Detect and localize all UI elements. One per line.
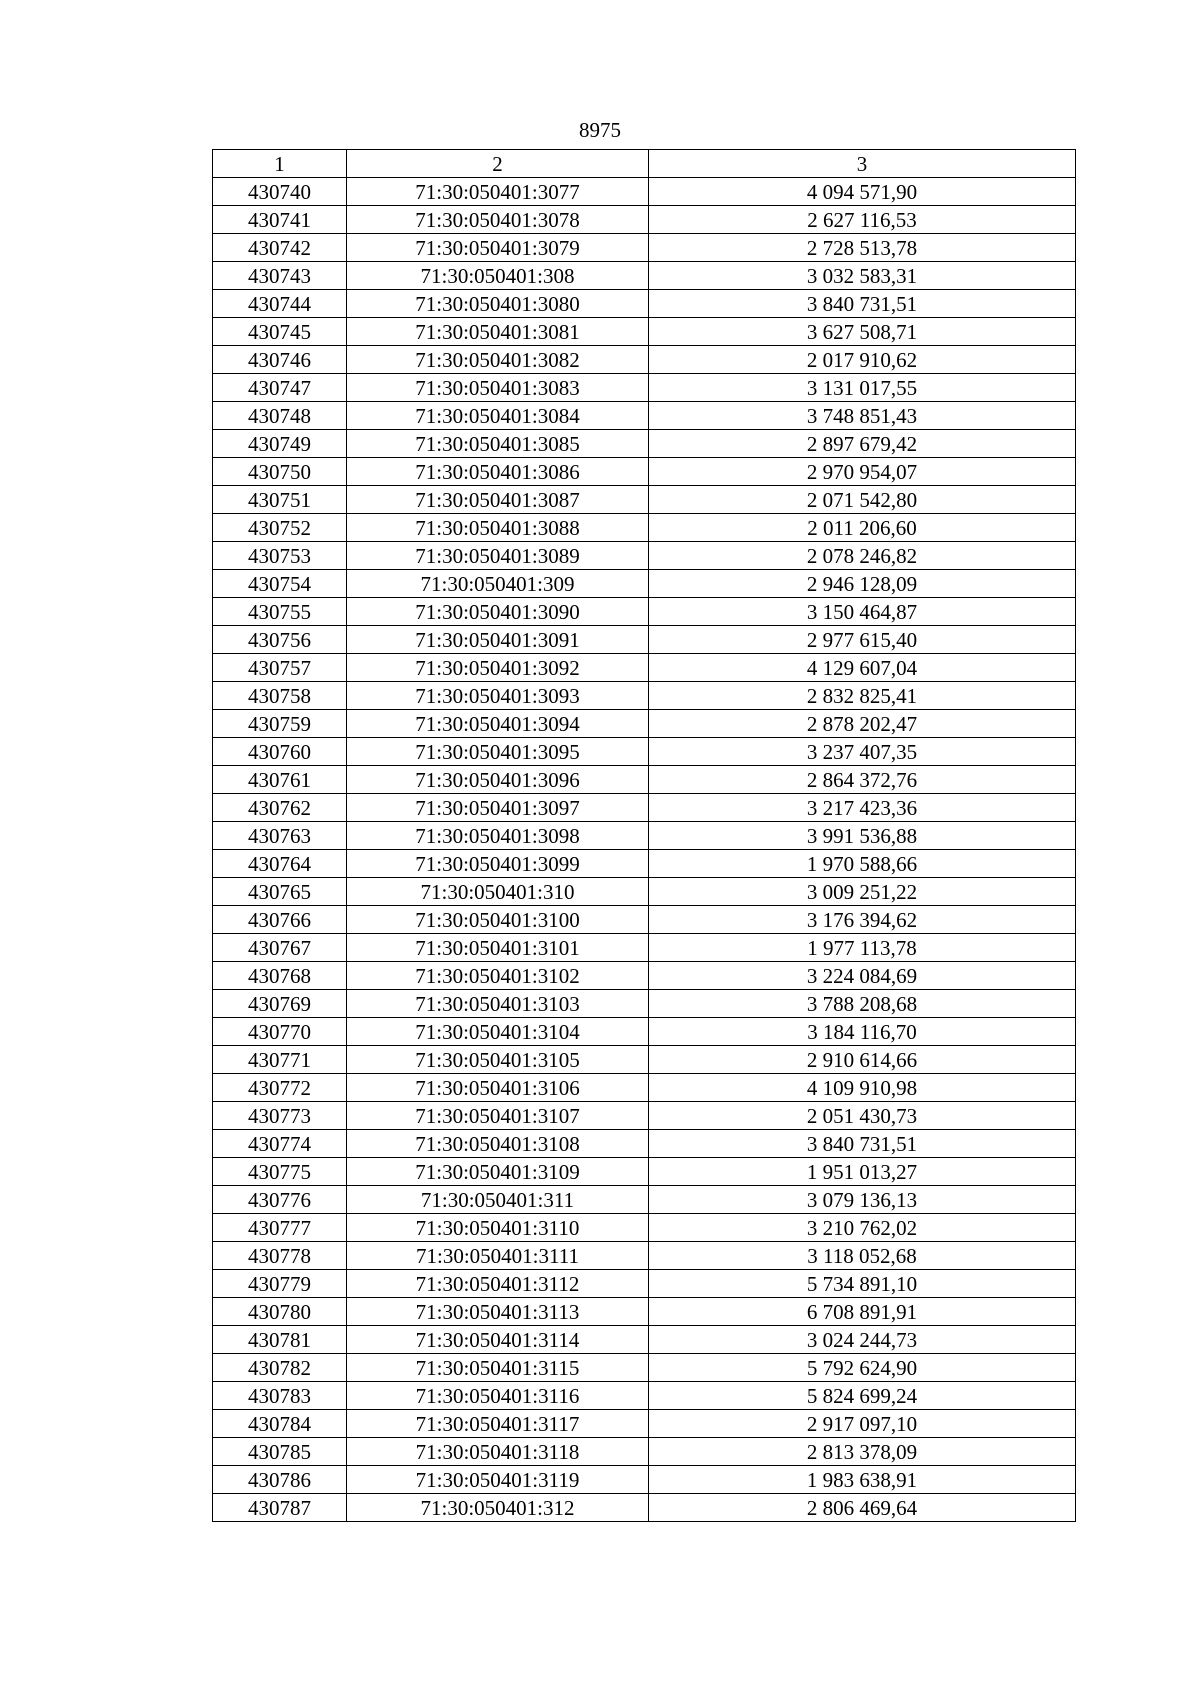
table-row bbox=[213, 1242, 1076, 1270]
table-row bbox=[213, 1326, 1076, 1354]
cadastral-value-cell: 2 806 469,64 bbox=[649, 1494, 1076, 1522]
table-row bbox=[213, 738, 1076, 766]
row-number-cell: 430784 bbox=[213, 1410, 347, 1438]
cadastral-value-cell: 2 017 910,62 bbox=[649, 346, 1076, 374]
cadastral-number-cell: 71:30:050401:3096 bbox=[347, 766, 649, 794]
table-row bbox=[213, 1382, 1076, 1410]
row-number-cell: 430758 bbox=[213, 682, 347, 710]
cadastral-value-cell: 3 024 244,73 bbox=[649, 1326, 1076, 1354]
row-number-cell: 430768 bbox=[213, 962, 347, 990]
cadastral-number-cell: 71:30:050401:3085 bbox=[347, 430, 649, 458]
row-number-cell: 430759 bbox=[213, 710, 347, 738]
cadastral-value-cell: 4 109 910,98 bbox=[649, 1074, 1076, 1102]
row-number-cell: 430764 bbox=[213, 850, 347, 878]
cadastral-value-cell: 5 734 891,10 bbox=[649, 1270, 1076, 1298]
cadastral-value-cell: 3 840 731,51 bbox=[649, 290, 1076, 318]
cadastral-number-cell: 71:30:050401:3113 bbox=[347, 1298, 649, 1326]
row-number-cell: 430777 bbox=[213, 1214, 347, 1242]
cadastral-number-cell: 71:30:050401:3108 bbox=[347, 1130, 649, 1158]
cadastral-number-cell: 71:30:050401:310 bbox=[347, 878, 649, 906]
cadastral-number-cell: 71:30:050401:312 bbox=[347, 1494, 649, 1522]
table-row bbox=[213, 206, 1076, 234]
table-row bbox=[213, 990, 1076, 1018]
row-number-cell: 430782 bbox=[213, 1354, 347, 1382]
cadastral-value-cell: 2 977 615,40 bbox=[649, 626, 1076, 654]
cadastral-number-cell: 71:30:050401:3104 bbox=[347, 1018, 649, 1046]
row-number-cell: 430757 bbox=[213, 654, 347, 682]
row-number-cell: 430753 bbox=[213, 542, 347, 570]
cadastral-number-cell: 71:30:050401:3091 bbox=[347, 626, 649, 654]
table-row bbox=[213, 1158, 1076, 1186]
cadastral-number-cell: 71:30:050401:3101 bbox=[347, 934, 649, 962]
cadastral-number-cell: 71:30:050401:3107 bbox=[347, 1102, 649, 1130]
table-row bbox=[213, 1102, 1076, 1130]
cadastral-number-cell: 71:30:050401:3119 bbox=[347, 1466, 649, 1494]
cadastral-value-cell: 5 792 624,90 bbox=[649, 1354, 1076, 1382]
row-number-cell: 430752 bbox=[213, 514, 347, 542]
table-row bbox=[213, 822, 1076, 850]
table-body bbox=[213, 150, 1076, 1522]
table-row bbox=[213, 794, 1076, 822]
cadastral-number-cell: 71:30:050401:3103 bbox=[347, 990, 649, 1018]
cadastral-value-cell: 2 917 097,10 bbox=[649, 1410, 1076, 1438]
cadastral-value-cell: 3 991 536,88 bbox=[649, 822, 1076, 850]
row-number-cell: 430747 bbox=[213, 374, 347, 402]
table-row bbox=[213, 542, 1076, 570]
cadastral-number-cell: 71:30:050401:3080 bbox=[347, 290, 649, 318]
row-number-cell: 430741 bbox=[213, 206, 347, 234]
cadastral-number-cell: 71:30:050401:3097 bbox=[347, 794, 649, 822]
row-number-cell: 430756 bbox=[213, 626, 347, 654]
row-number-cell: 430774 bbox=[213, 1130, 347, 1158]
column-header-2: 2 bbox=[347, 150, 649, 178]
cadastral-value-cell: 2 051 430,73 bbox=[649, 1102, 1076, 1130]
cadastral-number-cell: 71:30:050401:3095 bbox=[347, 738, 649, 766]
cadastral-value-cell: 3 224 084,69 bbox=[649, 962, 1076, 990]
cadastral-number-cell: 71:30:050401:311 bbox=[347, 1186, 649, 1214]
cadastral-value-cell: 3 118 052,68 bbox=[649, 1242, 1076, 1270]
cadastral-value-cell: 3 210 762,02 bbox=[649, 1214, 1076, 1242]
table-row bbox=[213, 682, 1076, 710]
table-row bbox=[213, 654, 1076, 682]
row-number-cell: 430754 bbox=[213, 570, 347, 598]
cadastral-number-cell: 71:30:050401:308 bbox=[347, 262, 649, 290]
cadastral-number-cell: 71:30:050401:3078 bbox=[347, 206, 649, 234]
cadastral-value-cell: 3 840 731,51 bbox=[649, 1130, 1076, 1158]
table-row bbox=[213, 570, 1076, 598]
table-row bbox=[213, 1186, 1076, 1214]
cadastral-number-cell: 71:30:050401:3102 bbox=[347, 962, 649, 990]
cadastral-number-cell: 71:30:050401:3092 bbox=[347, 654, 649, 682]
table-row bbox=[213, 234, 1076, 262]
cadastral-number-cell: 71:30:050401:3087 bbox=[347, 486, 649, 514]
table-row bbox=[213, 1298, 1076, 1326]
table-row bbox=[213, 486, 1076, 514]
row-number-cell: 430760 bbox=[213, 738, 347, 766]
table-row bbox=[213, 1214, 1076, 1242]
table-row bbox=[213, 318, 1076, 346]
cadastral-number-cell: 71:30:050401:3084 bbox=[347, 402, 649, 430]
cadastral-number-cell: 71:30:050401:3098 bbox=[347, 822, 649, 850]
table-row bbox=[213, 1270, 1076, 1298]
table-row bbox=[213, 458, 1076, 486]
cadastral-value-cell: 1 983 638,91 bbox=[649, 1466, 1076, 1494]
cadastral-number-cell: 71:30:050401:3100 bbox=[347, 906, 649, 934]
cadastral-value-cell: 3 009 251,22 bbox=[649, 878, 1076, 906]
table-row bbox=[213, 850, 1076, 878]
table-row bbox=[213, 1018, 1076, 1046]
row-number-cell: 430766 bbox=[213, 906, 347, 934]
table-row bbox=[213, 598, 1076, 626]
table-header-row bbox=[213, 150, 1076, 178]
cadastral-value-cell: 2 813 378,09 bbox=[649, 1438, 1076, 1466]
table-row bbox=[213, 1494, 1076, 1522]
cadastral-number-cell: 71:30:050401:3099 bbox=[347, 850, 649, 878]
cadastral-number-cell: 71:30:050401:3109 bbox=[347, 1158, 649, 1186]
cadastral-number-cell: 71:30:050401:3106 bbox=[347, 1074, 649, 1102]
table-row bbox=[213, 178, 1076, 206]
cadastral-value-cell: 1 970 588,66 bbox=[649, 850, 1076, 878]
cadastral-number-cell: 71:30:050401:3111 bbox=[347, 1242, 649, 1270]
cadastral-value-cell: 2 946 128,09 bbox=[649, 570, 1076, 598]
row-number-cell: 430743 bbox=[213, 262, 347, 290]
cadastral-value-cell: 3 237 407,35 bbox=[649, 738, 1076, 766]
cadastral-value-cell: 2 897 679,42 bbox=[649, 430, 1076, 458]
cadastral-value-cell: 4 094 571,90 bbox=[649, 178, 1076, 206]
cadastral-value-cell: 2 970 954,07 bbox=[649, 458, 1076, 486]
cadastral-value-cell: 2 864 372,76 bbox=[649, 766, 1076, 794]
table-row bbox=[213, 346, 1076, 374]
table-row bbox=[213, 374, 1076, 402]
row-number-cell: 430783 bbox=[213, 1382, 347, 1410]
row-number-cell: 430780 bbox=[213, 1298, 347, 1326]
column-header-3: 3 bbox=[649, 150, 1076, 178]
cadastral-value-cell: 3 788 208,68 bbox=[649, 990, 1076, 1018]
cadastral-value-cell: 1 977 113,78 bbox=[649, 934, 1076, 962]
row-number-cell: 430786 bbox=[213, 1466, 347, 1494]
table-row bbox=[213, 962, 1076, 990]
row-number-cell: 430749 bbox=[213, 430, 347, 458]
table-row bbox=[213, 402, 1076, 430]
table-row bbox=[213, 1354, 1076, 1382]
table-row bbox=[213, 262, 1076, 290]
cadastral-number-cell: 71:30:050401:3118 bbox=[347, 1438, 649, 1466]
cadastral-number-cell: 71:30:050401:3088 bbox=[347, 514, 649, 542]
cadastral-value-cell: 4 129 607,04 bbox=[649, 654, 1076, 682]
row-number-cell: 430740 bbox=[213, 178, 347, 206]
row-number-cell: 430746 bbox=[213, 346, 347, 374]
row-number-cell: 430773 bbox=[213, 1102, 347, 1130]
cadastral-value-cell: 3 176 394,62 bbox=[649, 906, 1076, 934]
row-number-cell: 430779 bbox=[213, 1270, 347, 1298]
table-row bbox=[213, 626, 1076, 654]
cadastral-number-cell: 71:30:050401:3089 bbox=[347, 542, 649, 570]
cadastral-value-cell: 3 748 851,43 bbox=[649, 402, 1076, 430]
cadastral-number-cell: 71:30:050401:3093 bbox=[347, 682, 649, 710]
cadastral-value-cell: 2 627 116,53 bbox=[649, 206, 1076, 234]
cadastral-number-cell: 71:30:050401:309 bbox=[347, 570, 649, 598]
row-number-cell: 430744 bbox=[213, 290, 347, 318]
cadastral-value-cell: 2 910 614,66 bbox=[649, 1046, 1076, 1074]
row-number-cell: 430745 bbox=[213, 318, 347, 346]
table-row bbox=[213, 430, 1076, 458]
row-number-cell: 430770 bbox=[213, 1018, 347, 1046]
cadastral-value-cell: 5 824 699,24 bbox=[649, 1382, 1076, 1410]
table-row bbox=[213, 290, 1076, 318]
row-number-cell: 430772 bbox=[213, 1074, 347, 1102]
row-number-cell: 430767 bbox=[213, 934, 347, 962]
table-row bbox=[213, 934, 1076, 962]
row-number-cell: 430755 bbox=[213, 598, 347, 626]
cadastral-value-cell: 2 832 825,41 bbox=[649, 682, 1076, 710]
row-number-cell: 430761 bbox=[213, 766, 347, 794]
cadastral-value-cell: 3 184 116,70 bbox=[649, 1018, 1076, 1046]
page-number: 8975 bbox=[579, 118, 621, 142]
cadastral-value-cell: 2 071 542,80 bbox=[649, 486, 1076, 514]
table-row bbox=[213, 1130, 1076, 1158]
cadastral-number-cell: 71:30:050401:3086 bbox=[347, 458, 649, 486]
table-row bbox=[213, 878, 1076, 906]
table-row bbox=[213, 710, 1076, 738]
cadastral-number-cell: 71:30:050401:3090 bbox=[347, 598, 649, 626]
column-header-1: 1 bbox=[213, 150, 347, 178]
cadastral-value-cell: 2 011 206,60 bbox=[649, 514, 1076, 542]
row-number-cell: 430765 bbox=[213, 878, 347, 906]
row-number-cell: 430763 bbox=[213, 822, 347, 850]
table-row bbox=[213, 766, 1076, 794]
cadastral-number-cell: 71:30:050401:3114 bbox=[347, 1326, 649, 1354]
table-row bbox=[213, 1046, 1076, 1074]
row-number-cell: 430750 bbox=[213, 458, 347, 486]
cadastral-number-cell: 71:30:050401:3112 bbox=[347, 1270, 649, 1298]
row-number-cell: 430778 bbox=[213, 1242, 347, 1270]
cadastral-number-cell: 71:30:050401:3105 bbox=[347, 1046, 649, 1074]
row-number-cell: 430781 bbox=[213, 1326, 347, 1354]
cadastral-value-cell: 3 627 508,71 bbox=[649, 318, 1076, 346]
cadastral-number-cell: 71:30:050401:3094 bbox=[347, 710, 649, 738]
cadastral-value-cell: 3 079 136,13 bbox=[649, 1186, 1076, 1214]
cadastral-number-cell: 71:30:050401:3077 bbox=[347, 178, 649, 206]
table-row bbox=[213, 1074, 1076, 1102]
row-number-cell: 430748 bbox=[213, 402, 347, 430]
row-number-cell: 430771 bbox=[213, 1046, 347, 1074]
cadastral-number-cell: 71:30:050401:3117 bbox=[347, 1410, 649, 1438]
row-number-cell: 430785 bbox=[213, 1438, 347, 1466]
row-number-cell: 430751 bbox=[213, 486, 347, 514]
cadastral-value-table bbox=[212, 149, 1076, 1522]
cadastral-number-cell: 71:30:050401:3115 bbox=[347, 1354, 649, 1382]
row-number-cell: 430775 bbox=[213, 1158, 347, 1186]
cadastral-value-cell: 1 951 013,27 bbox=[649, 1158, 1076, 1186]
table-row bbox=[213, 1466, 1076, 1494]
row-number-cell: 430776 bbox=[213, 1186, 347, 1214]
cadastral-number-cell: 71:30:050401:3081 bbox=[347, 318, 649, 346]
cadastral-number-cell: 71:30:050401:3083 bbox=[347, 374, 649, 402]
table-row bbox=[213, 906, 1076, 934]
cadastral-value-cell: 2 078 246,82 bbox=[649, 542, 1076, 570]
cadastral-number-cell: 71:30:050401:3079 bbox=[347, 234, 649, 262]
cadastral-number-cell: 71:30:050401:3082 bbox=[347, 346, 649, 374]
cadastral-number-cell: 71:30:050401:3110 bbox=[347, 1214, 649, 1242]
row-number-cell: 430742 bbox=[213, 234, 347, 262]
cadastral-value-cell: 3 217 423,36 bbox=[649, 794, 1076, 822]
cadastral-value-cell: 3 131 017,55 bbox=[649, 374, 1076, 402]
row-number-cell: 430769 bbox=[213, 990, 347, 1018]
table-row bbox=[213, 514, 1076, 542]
cadastral-value-cell: 2 878 202,47 bbox=[649, 710, 1076, 738]
row-number-cell: 430762 bbox=[213, 794, 347, 822]
table-row bbox=[213, 1410, 1076, 1438]
cadastral-number-cell: 71:30:050401:3116 bbox=[347, 1382, 649, 1410]
cadastral-value-cell: 2 728 513,78 bbox=[649, 234, 1076, 262]
cadastral-value-cell: 3 150 464,87 bbox=[649, 598, 1076, 626]
cadastral-value-cell: 6 708 891,91 bbox=[649, 1298, 1076, 1326]
table-row bbox=[213, 1438, 1076, 1466]
row-number-cell: 430787 bbox=[213, 1494, 347, 1522]
cadastral-value-cell: 3 032 583,31 bbox=[649, 262, 1076, 290]
